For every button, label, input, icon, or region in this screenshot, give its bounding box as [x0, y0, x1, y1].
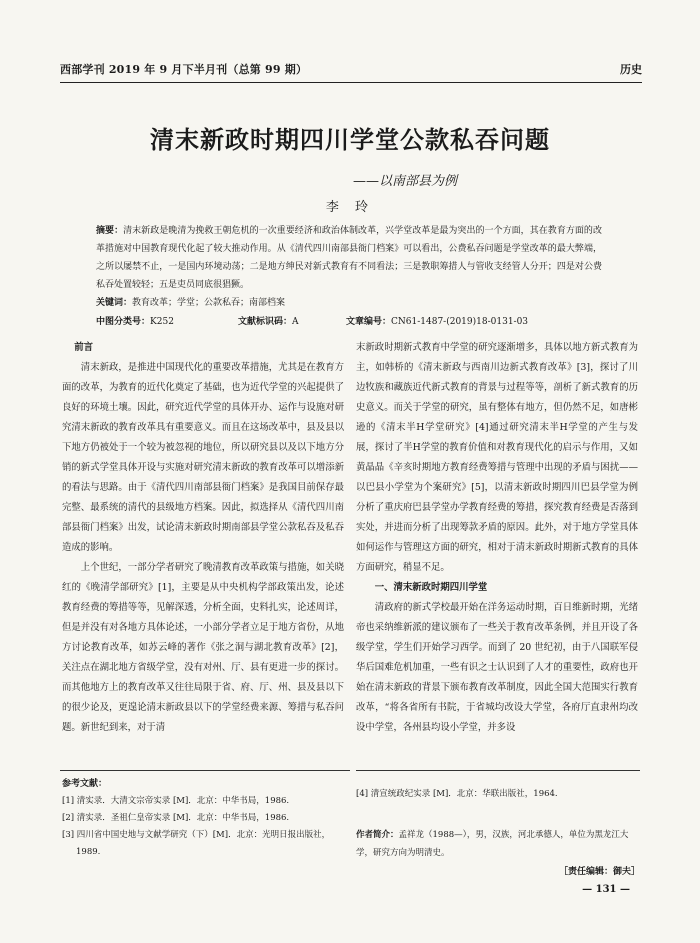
- references-label: 参考文献：: [62, 779, 108, 789]
- references-left: [62, 776, 344, 861]
- clc-label: 中图分类号：: [96, 317, 151, 327]
- keywords-text: 教育改革；学堂；公款私吞；南部档案: [132, 298, 286, 308]
- author-bio-label: 作者简介：: [356, 830, 399, 840]
- article-number: [346, 314, 528, 330]
- intro-heading: 前言: [74, 342, 93, 353]
- page-number: — 131 —: [582, 884, 630, 895]
- journal-name: 西部学刊 2019 年 9 月下半月刊（总第 99 期）: [60, 63, 308, 76]
- document-code: [238, 314, 299, 330]
- reference-item: [1] 清实录．大清文宗帝实录 [M]．北京：中华书局，1986.: [62, 796, 290, 806]
- doc-code-value: A: [292, 317, 299, 327]
- reference-item: [2] 清实录．圣祖仁皇帝实录 [M]．北京：中华书局，1986.: [62, 813, 290, 823]
- author-bio-text: 孟祥龙（1988—），男，汉族，河北承德人，单位为黑龙江大学，研究方向为明清史。: [356, 830, 629, 858]
- article-title: 清末新政时期四川学堂公款私吞问题: [150, 125, 550, 154]
- footnote-divider: [60, 770, 350, 772]
- reference-item: [3] 四川省中国史地与文献学研究（下）[M]．北京：光明日报出版社，1989.: [62, 830, 331, 857]
- doc-code-label: 文献标识码：: [238, 317, 293, 327]
- article-number-value: CN61-1487-(2019)18-0131-03: [391, 317, 529, 327]
- article-subtitle: ——以南部县为例: [352, 174, 457, 189]
- clc-number: [96, 314, 174, 330]
- body-column-left: [62, 338, 344, 738]
- abstract-label: 摘要：: [96, 226, 124, 236]
- responsible-editor: ［责任编辑：御夫］: [558, 867, 640, 877]
- article-author: 李 玲: [325, 200, 375, 215]
- reference-item: [4] 清宣统政纪实录 [M]．北京：华联出版社，1964.: [356, 789, 558, 799]
- keywords-label: 关键词：: [96, 298, 133, 308]
- section-name: 历史: [620, 63, 642, 76]
- section-heading: 一、清末新政时期四川学堂: [374, 582, 488, 593]
- body-paragraph: 清政府的新式学校最开始在洋务运动时期，百日维新时期，光绪帝也采纳维新派的建议颁布了一些关于教育改革条例，并且开设了各级学堂，学生们开始学习西学。而到了 20 世纪初，由于八国联军侵华后国难危机加重，一些有识之士认识到了人才的重要性，政府也开始在清末新政的背景下颁布教育改革制度，因此全国大范围实行教育改革，“将各省所有书院，于省城均改设大学堂，各府厅直隶州均改设中学堂，各州县均设小学堂，并多设: [356, 602, 638, 733]
- references-right: [356, 786, 640, 803]
- clc-value: K252: [150, 317, 174, 327]
- footnote-divider: [356, 770, 640, 772]
- body-paragraph: 末新政时期新式教育中学堂的研究逐渐增多，具体以地方新式教育为主，如韩桥的《清末新政与西南川边新式教育改革》[3]，探讨了川边牧族和藏族近代新式教育的背景与过程等等，剖析了新式教育的历史意义。而关于学堂的研究，虽有整体有地方，但仍然不足，如唐彬逊的《清末半H学堂研究》[4]通过研究清末半H学堂的产生与发展，探讨了半H学堂的教育价值和对教育现代化的启示与作用，又如黄晶晶《辛亥时期地方教育经费筹措与管理中出现的矛盾与困扰——以巴县小学堂为个案研究》[5]，以清末新政时期四川巴县学堂为例分析了重庆府巴县学堂办学教育经费的筹措，探究教育经费是否落到实处，并进而分析了出现筹款矛盾的原因。此外，对于地方学堂具体如何运作与管理这方面的研究，相对于清末新政时期新式教育的具体方面研究，稍显不足。: [356, 342, 638, 573]
- author-bio: [356, 826, 640, 862]
- body-column-right: [356, 338, 638, 738]
- article-number-label: 文章编号：: [346, 317, 392, 327]
- body-paragraph: 上个世纪，一部分学者研究了晚清教育改革政策与措施，如关晓红的《晚清学部研究》[1]，主要是从中央机构学部政策出发，论述教育经费的筹措等等，见解深透，分析全面，史料扎实，论述周详，但是并没有对各地方具体论述，一小部分学者立足于地方省份，从地方讨论教育改革，如苏云峰的著作《张之洞与湖北教育改革》[2]，关注点在湖北地方省级学堂，没有对州、厅、县有更进一步的探讨。而其他地方上的教育改革又往往局限于省、府、厅、州、县及县以下的很少论及，更遑论清末新政县以下的学堂经费来源、筹措与私吞问题。新世纪到来，对于清: [62, 562, 344, 733]
- running-header: [60, 61, 642, 81]
- body-paragraph: 清末新政，是推进中国现代化的重要改革措施，尤其是在教育方面的改革，为教育的近代化奠定了基础，也为近代学堂的兴起提供了良好的环境土壤。因此，研究近代学堂的具体开办、运作与设施对研究清末新政的教育改革具有重要意义。而且在这场改革中，县及县以下地方仍被处于一个较为被忽视的地位，所以研究县以及以下地方分销的新式学堂具体开设与实施对研究清末新政的教育改革可以增添新的看法与思路。由于《清代四川南部县衙门档案》是我国目前保存最完整、最系统的清代的县级地方档案。因此，拟选择从《清代四川南部县衙门档案》出发，试论清末新政时期南部县学堂公款私吞及私吞造成的影响。: [62, 362, 344, 553]
- header-rule: [60, 82, 642, 83]
- keywords: [96, 295, 602, 311]
- abstract: [96, 222, 602, 294]
- abstract-text: 清末新政是晚清为挽救王朝危机的一次重要经济和政治体制改革，兴学堂改革是最为突出的一个方面，其在教育方面的改革措施对中国教育现代化起了较大推动作用。从《清代四川南部县衙门档案》可以看出，公费私吞问题是学堂改革的最大弊端，之所以屡禁不止，一是国内环境动荡；二是地方绅民对新式教育有不同看法；三是教职筹措人与管收支经管人分开；四是对公费私吞处置较轻；五是吏员同底很猖獗。: [96, 226, 602, 290]
